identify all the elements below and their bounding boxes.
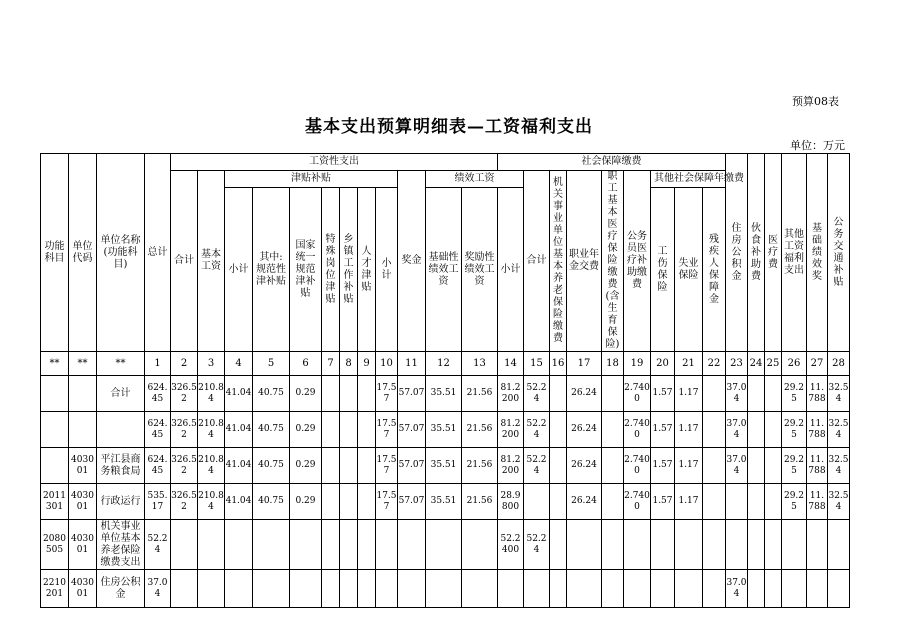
form-number: 预算08表 — [792, 95, 839, 108]
table-cell — [358, 448, 376, 484]
table-cell: 1.17 — [675, 376, 703, 412]
table-cell — [828, 570, 850, 608]
table-cell — [253, 520, 290, 570]
index-cell: 12 — [426, 352, 462, 376]
table-row — [41, 448, 850, 484]
table-cell: 行政运行 — [97, 484, 145, 520]
table-cell: 40.75 — [253, 448, 290, 484]
table-cell — [602, 376, 624, 412]
table-cell: 1.17 — [675, 448, 703, 484]
table-cell: 37.04 — [726, 570, 748, 608]
table-cell — [703, 376, 726, 412]
table-cell: 0.29 — [290, 448, 322, 484]
table-cell — [602, 484, 624, 520]
table-cell — [602, 448, 624, 484]
col-meal: 伙食补助费 — [748, 154, 765, 352]
table-cell — [675, 570, 703, 608]
table-row — [41, 484, 850, 520]
table-cell — [41, 448, 69, 484]
table-cell — [253, 570, 290, 608]
table-cell — [462, 520, 498, 570]
table-cell — [97, 412, 145, 448]
table-cell: 17.57 — [376, 376, 398, 412]
table-cell: 29.25 — [782, 376, 807, 412]
table-cell: 326.52 — [171, 412, 198, 448]
index-cell: 17 — [567, 352, 602, 376]
table-cell: 57.07 — [398, 376, 426, 412]
table-cell: 35.51 — [426, 448, 462, 484]
table-cell: 41.04 — [225, 484, 253, 520]
table-cell: 52.24 — [145, 520, 171, 570]
table-cell: 21.56 — [462, 376, 498, 412]
group-other-social: 其他社会保障年缴费 — [651, 171, 748, 188]
index-cell: 14 — [498, 352, 524, 376]
table-cell — [567, 570, 602, 608]
index-cell: 27 — [807, 352, 828, 376]
table-cell: 624.45 — [145, 448, 171, 484]
col-basic-perf: 基础性绩效工资 — [426, 188, 462, 352]
table-row — [41, 412, 850, 448]
table-cell: 52.24 — [524, 520, 550, 570]
table-cell: 32.54 — [828, 448, 850, 484]
table-cell — [171, 520, 198, 570]
table-cell: 326.52 — [171, 484, 198, 520]
table-cell — [340, 570, 358, 608]
table-cell — [198, 570, 225, 608]
table-cell — [498, 570, 524, 608]
col-township: 乡镇工作补贴 — [340, 188, 358, 352]
table-cell — [624, 520, 651, 570]
table-cell: 40.75 — [253, 376, 290, 412]
group-allowance: 津贴补贴 — [225, 171, 398, 188]
table-cell: 624.45 — [145, 412, 171, 448]
budget-table — [40, 153, 850, 608]
table-cell — [340, 520, 358, 570]
table-cell: 2210201 — [41, 570, 69, 608]
table-cell: 81.2200 — [498, 412, 524, 448]
index-cell: 9 — [358, 352, 376, 376]
table-cell — [765, 484, 782, 520]
table-cell: 37.04 — [145, 570, 171, 608]
table-cell — [765, 412, 782, 448]
table-cell: 2011301 — [41, 484, 69, 520]
table-cell — [703, 412, 726, 448]
table-cell — [765, 376, 782, 412]
table-cell: 52.2400 — [498, 520, 524, 570]
table-cell — [748, 376, 765, 412]
table-cell: 57.07 — [398, 412, 426, 448]
group-performance: 绩效工资 — [426, 171, 524, 188]
col-injury: 工伤保险 — [651, 188, 675, 352]
col-func-subject: 功能科目 — [41, 154, 69, 352]
table-cell — [807, 570, 828, 608]
table-cell — [426, 570, 462, 608]
table-cell — [624, 570, 651, 608]
table-cell: 40.75 — [253, 412, 290, 448]
table-cell — [550, 484, 567, 520]
table-cell — [340, 376, 358, 412]
table-cell — [322, 520, 340, 570]
table-cell — [550, 412, 567, 448]
table-cell: 1.57 — [651, 448, 675, 484]
table-cell — [198, 520, 225, 570]
table-cell: 403001 — [69, 484, 97, 520]
col-basic-perf-bonus: 基础绩效奖 — [807, 154, 828, 352]
table-cell: 26.24 — [567, 448, 602, 484]
table-cell: 2.7400 — [624, 412, 651, 448]
table-cell: 210.84 — [198, 448, 225, 484]
col-annuity: 职业年金交费 — [567, 171, 602, 352]
index-cell: 4 — [225, 352, 253, 376]
table-cell: 35.51 — [426, 376, 462, 412]
table-cell: 210.84 — [198, 376, 225, 412]
table-cell — [651, 570, 675, 608]
table-cell: 1.57 — [651, 376, 675, 412]
table-cell: 81.2200 — [498, 448, 524, 484]
col-transport: 公务交通补贴 — [828, 154, 850, 352]
col-medical: 职工基本医疗保险缴费(含生育保险) — [602, 171, 624, 352]
table-cell — [171, 570, 198, 608]
table-cell: 35.51 — [426, 412, 462, 448]
table-cell: 2.7400 — [624, 484, 651, 520]
table-cell: 403001 — [69, 570, 97, 608]
table-cell: 11.788 — [807, 412, 828, 448]
table-cell: 1.57 — [651, 484, 675, 520]
table-cell: 37.04 — [726, 376, 748, 412]
table-cell — [703, 448, 726, 484]
table-cell — [748, 570, 765, 608]
table-cell — [340, 448, 358, 484]
table-cell: 26.24 — [567, 376, 602, 412]
table-cell: 326.52 — [171, 376, 198, 412]
col-housing-fund: 住房公积金 — [726, 154, 748, 352]
table-cell: 624.45 — [145, 376, 171, 412]
table-cell: 1.17 — [675, 484, 703, 520]
index-cell: ** — [69, 352, 97, 376]
table-cell — [69, 412, 97, 448]
table-cell: 28.9800 — [498, 484, 524, 520]
table-cell: 0.29 — [290, 484, 322, 520]
index-cell: 19 — [624, 352, 651, 376]
table-cell — [225, 570, 253, 608]
table-cell — [322, 484, 340, 520]
table-cell: 26.24 — [567, 484, 602, 520]
table-cell: 35.51 — [426, 484, 462, 520]
table-cell: 32.54 — [828, 484, 850, 520]
table-cell — [703, 570, 726, 608]
table-cell: 41.04 — [225, 376, 253, 412]
index-cell: 2 — [171, 352, 198, 376]
table-cell — [748, 520, 765, 570]
table-cell: 57.07 — [398, 484, 426, 520]
table-cell — [322, 570, 340, 608]
index-cell: 1 — [145, 352, 171, 376]
table-cell: 29.25 — [782, 484, 807, 520]
table-cell: 29.25 — [782, 448, 807, 484]
table-cell — [765, 448, 782, 484]
table-cell — [602, 570, 624, 608]
table-cell — [398, 570, 426, 608]
table-cell — [602, 520, 624, 570]
col-pension: 机关事业单位基本养老保险缴费 — [550, 171, 567, 352]
table-row — [41, 570, 850, 608]
table-cell: 326.52 — [171, 448, 198, 484]
table-cell: 2080505 — [41, 520, 69, 570]
table-cell — [748, 484, 765, 520]
table-cell — [358, 484, 376, 520]
col-national-allowance: 国家统一规范津补贴 — [290, 188, 322, 352]
table-cell — [703, 484, 726, 520]
index-cell: 20 — [651, 352, 675, 376]
col-reward-perf: 奖励性绩效工资 — [462, 188, 498, 352]
index-cell: 22 — [703, 352, 726, 376]
col-allowance-subtotal: 小计 — [225, 188, 253, 352]
table-cell — [322, 376, 340, 412]
col-medical-fee: 医疗费 — [765, 154, 782, 352]
table-cell: 32.54 — [828, 412, 850, 448]
table-cell — [748, 412, 765, 448]
table-cell — [225, 520, 253, 570]
table-cell — [524, 484, 550, 520]
table-cell — [322, 448, 340, 484]
table-cell — [462, 570, 498, 608]
table-cell: 2.7400 — [624, 376, 651, 412]
table-cell: 2.7400 — [624, 448, 651, 484]
table-cell — [550, 520, 567, 570]
table-cell: 17.57 — [376, 412, 398, 448]
table-cell: 403001 — [69, 448, 97, 484]
table-cell: 41.04 — [225, 448, 253, 484]
col-unit-code: 单位代码 — [69, 154, 97, 352]
index-cell: 25 — [765, 352, 782, 376]
table-cell — [550, 448, 567, 484]
table-cell: 32.54 — [828, 376, 850, 412]
table-cell: 0.29 — [290, 376, 322, 412]
table-cell — [322, 412, 340, 448]
col-wage-subtotal: 合计 — [171, 171, 198, 352]
page-title: 基本支出预算明细表—工资福利支出 — [305, 117, 593, 137]
col-total: 总计 — [145, 154, 171, 352]
table-cell: 37.04 — [726, 448, 748, 484]
col-basic-wage: 基本工资 — [198, 171, 225, 352]
table-cell: 住房公积金 — [97, 570, 145, 608]
table-cell — [550, 376, 567, 412]
table-cell — [358, 570, 376, 608]
table-cell — [651, 520, 675, 570]
index-row — [41, 352, 850, 376]
table-cell — [340, 412, 358, 448]
table-cell — [675, 520, 703, 570]
table-cell — [567, 520, 602, 570]
col-talent: 人才津贴 — [358, 188, 376, 352]
index-cell: 7 — [322, 352, 340, 376]
table-cell — [782, 570, 807, 608]
table-cell: 52.24 — [524, 412, 550, 448]
index-cell: 8 — [340, 352, 358, 376]
table-row — [41, 520, 850, 570]
table-row — [41, 376, 850, 412]
col-social-subtotal: 合计 — [524, 171, 550, 352]
table-cell — [376, 570, 398, 608]
index-cell: 5 — [253, 352, 290, 376]
table-cell — [358, 520, 376, 570]
col-other-subtotal: 小计 — [498, 188, 524, 352]
table-cell: 21.56 — [462, 448, 498, 484]
table-cell: 11.788 — [807, 376, 828, 412]
index-cell: 23 — [726, 352, 748, 376]
table-cell: 1.57 — [651, 412, 675, 448]
index-cell: 11 — [398, 352, 426, 376]
table-cell — [426, 520, 462, 570]
col-civil-medical: 公务员医疗补助缴费 — [624, 171, 651, 352]
index-cell: 15 — [524, 352, 550, 376]
col-special-post: 特殊岗位津贴 — [322, 188, 340, 352]
table-cell: 0.29 — [290, 412, 322, 448]
index-cell: 10 — [376, 352, 398, 376]
table-cell: 21.56 — [462, 484, 498, 520]
group-wage: 工资性支出 — [171, 154, 498, 171]
table-cell: 17.57 — [376, 484, 398, 520]
index-cell: 26 — [782, 352, 807, 376]
index-cell: 18 — [602, 352, 624, 376]
table-cell — [358, 412, 376, 448]
table-cell: 26.24 — [567, 412, 602, 448]
index-cell: 24 — [748, 352, 765, 376]
table-cell: 37.04 — [726, 412, 748, 448]
index-cell: 6 — [290, 352, 322, 376]
table-cell — [340, 484, 358, 520]
table-cell: 52.24 — [524, 376, 550, 412]
table-cell — [807, 520, 828, 570]
table-cell — [726, 484, 748, 520]
table-cell — [726, 520, 748, 570]
index-cell: ** — [41, 352, 69, 376]
table-cell: 40.75 — [253, 484, 290, 520]
table-cell: 合计 — [97, 376, 145, 412]
table-cell: 210.84 — [198, 484, 225, 520]
table-cell — [828, 520, 850, 570]
col-disability: 残疾人保障金 — [703, 188, 726, 352]
table-cell: 平江县商务粮食局 — [97, 448, 145, 484]
col-bonus: 奖金 — [398, 171, 426, 352]
table-cell: 81.2200 — [498, 376, 524, 412]
col-other-welfare: 其他工资福利支出 — [782, 154, 807, 352]
table-cell: 535.17 — [145, 484, 171, 520]
table-cell: 机关事业单位基本养老保险缴费支出 — [97, 520, 145, 570]
table-cell — [703, 520, 726, 570]
table-cell — [376, 520, 398, 570]
table-cell — [765, 520, 782, 570]
table-cell — [524, 570, 550, 608]
index-cell: 21 — [675, 352, 703, 376]
table-cell — [550, 570, 567, 608]
table-cell: 41.04 — [225, 412, 253, 448]
table-cell: 210.84 — [198, 412, 225, 448]
index-cell: 28 — [828, 352, 850, 376]
col-perf-subtotal: 小计 — [376, 188, 398, 352]
table-cell: 1.17 — [675, 412, 703, 448]
col-standard-allowance: 其中:规范性津补贴 — [253, 188, 290, 352]
table-cell: 21.56 — [462, 412, 498, 448]
table-cell: 52.24 — [524, 448, 550, 484]
table-cell — [765, 570, 782, 608]
table-cell — [358, 376, 376, 412]
table-cell — [748, 448, 765, 484]
index-cell: 16 — [550, 352, 567, 376]
table-cell: 57.07 — [398, 448, 426, 484]
table-cell — [398, 520, 426, 570]
table-cell — [602, 412, 624, 448]
table-cell: 11.788 — [807, 484, 828, 520]
group-social: 社会保障缴费 — [498, 154, 726, 171]
table-cell: 11.788 — [807, 448, 828, 484]
table-cell — [782, 520, 807, 570]
unit-label: 单位：万元 — [790, 139, 845, 152]
col-unemployment: 失业保险 — [675, 188, 703, 352]
index-cell: 13 — [462, 352, 498, 376]
table-cell — [41, 412, 69, 448]
index-cell: ** — [97, 352, 145, 376]
table-cell — [290, 520, 322, 570]
table-cell: 29.25 — [782, 412, 807, 448]
col-unit-name: 单位名称(功能科目) — [97, 154, 145, 352]
table-cell: 403001 — [69, 520, 97, 570]
table-cell — [69, 376, 97, 412]
table-cell — [290, 570, 322, 608]
table-cell — [41, 376, 69, 412]
table-cell: 17.57 — [376, 448, 398, 484]
index-cell: 3 — [198, 352, 225, 376]
